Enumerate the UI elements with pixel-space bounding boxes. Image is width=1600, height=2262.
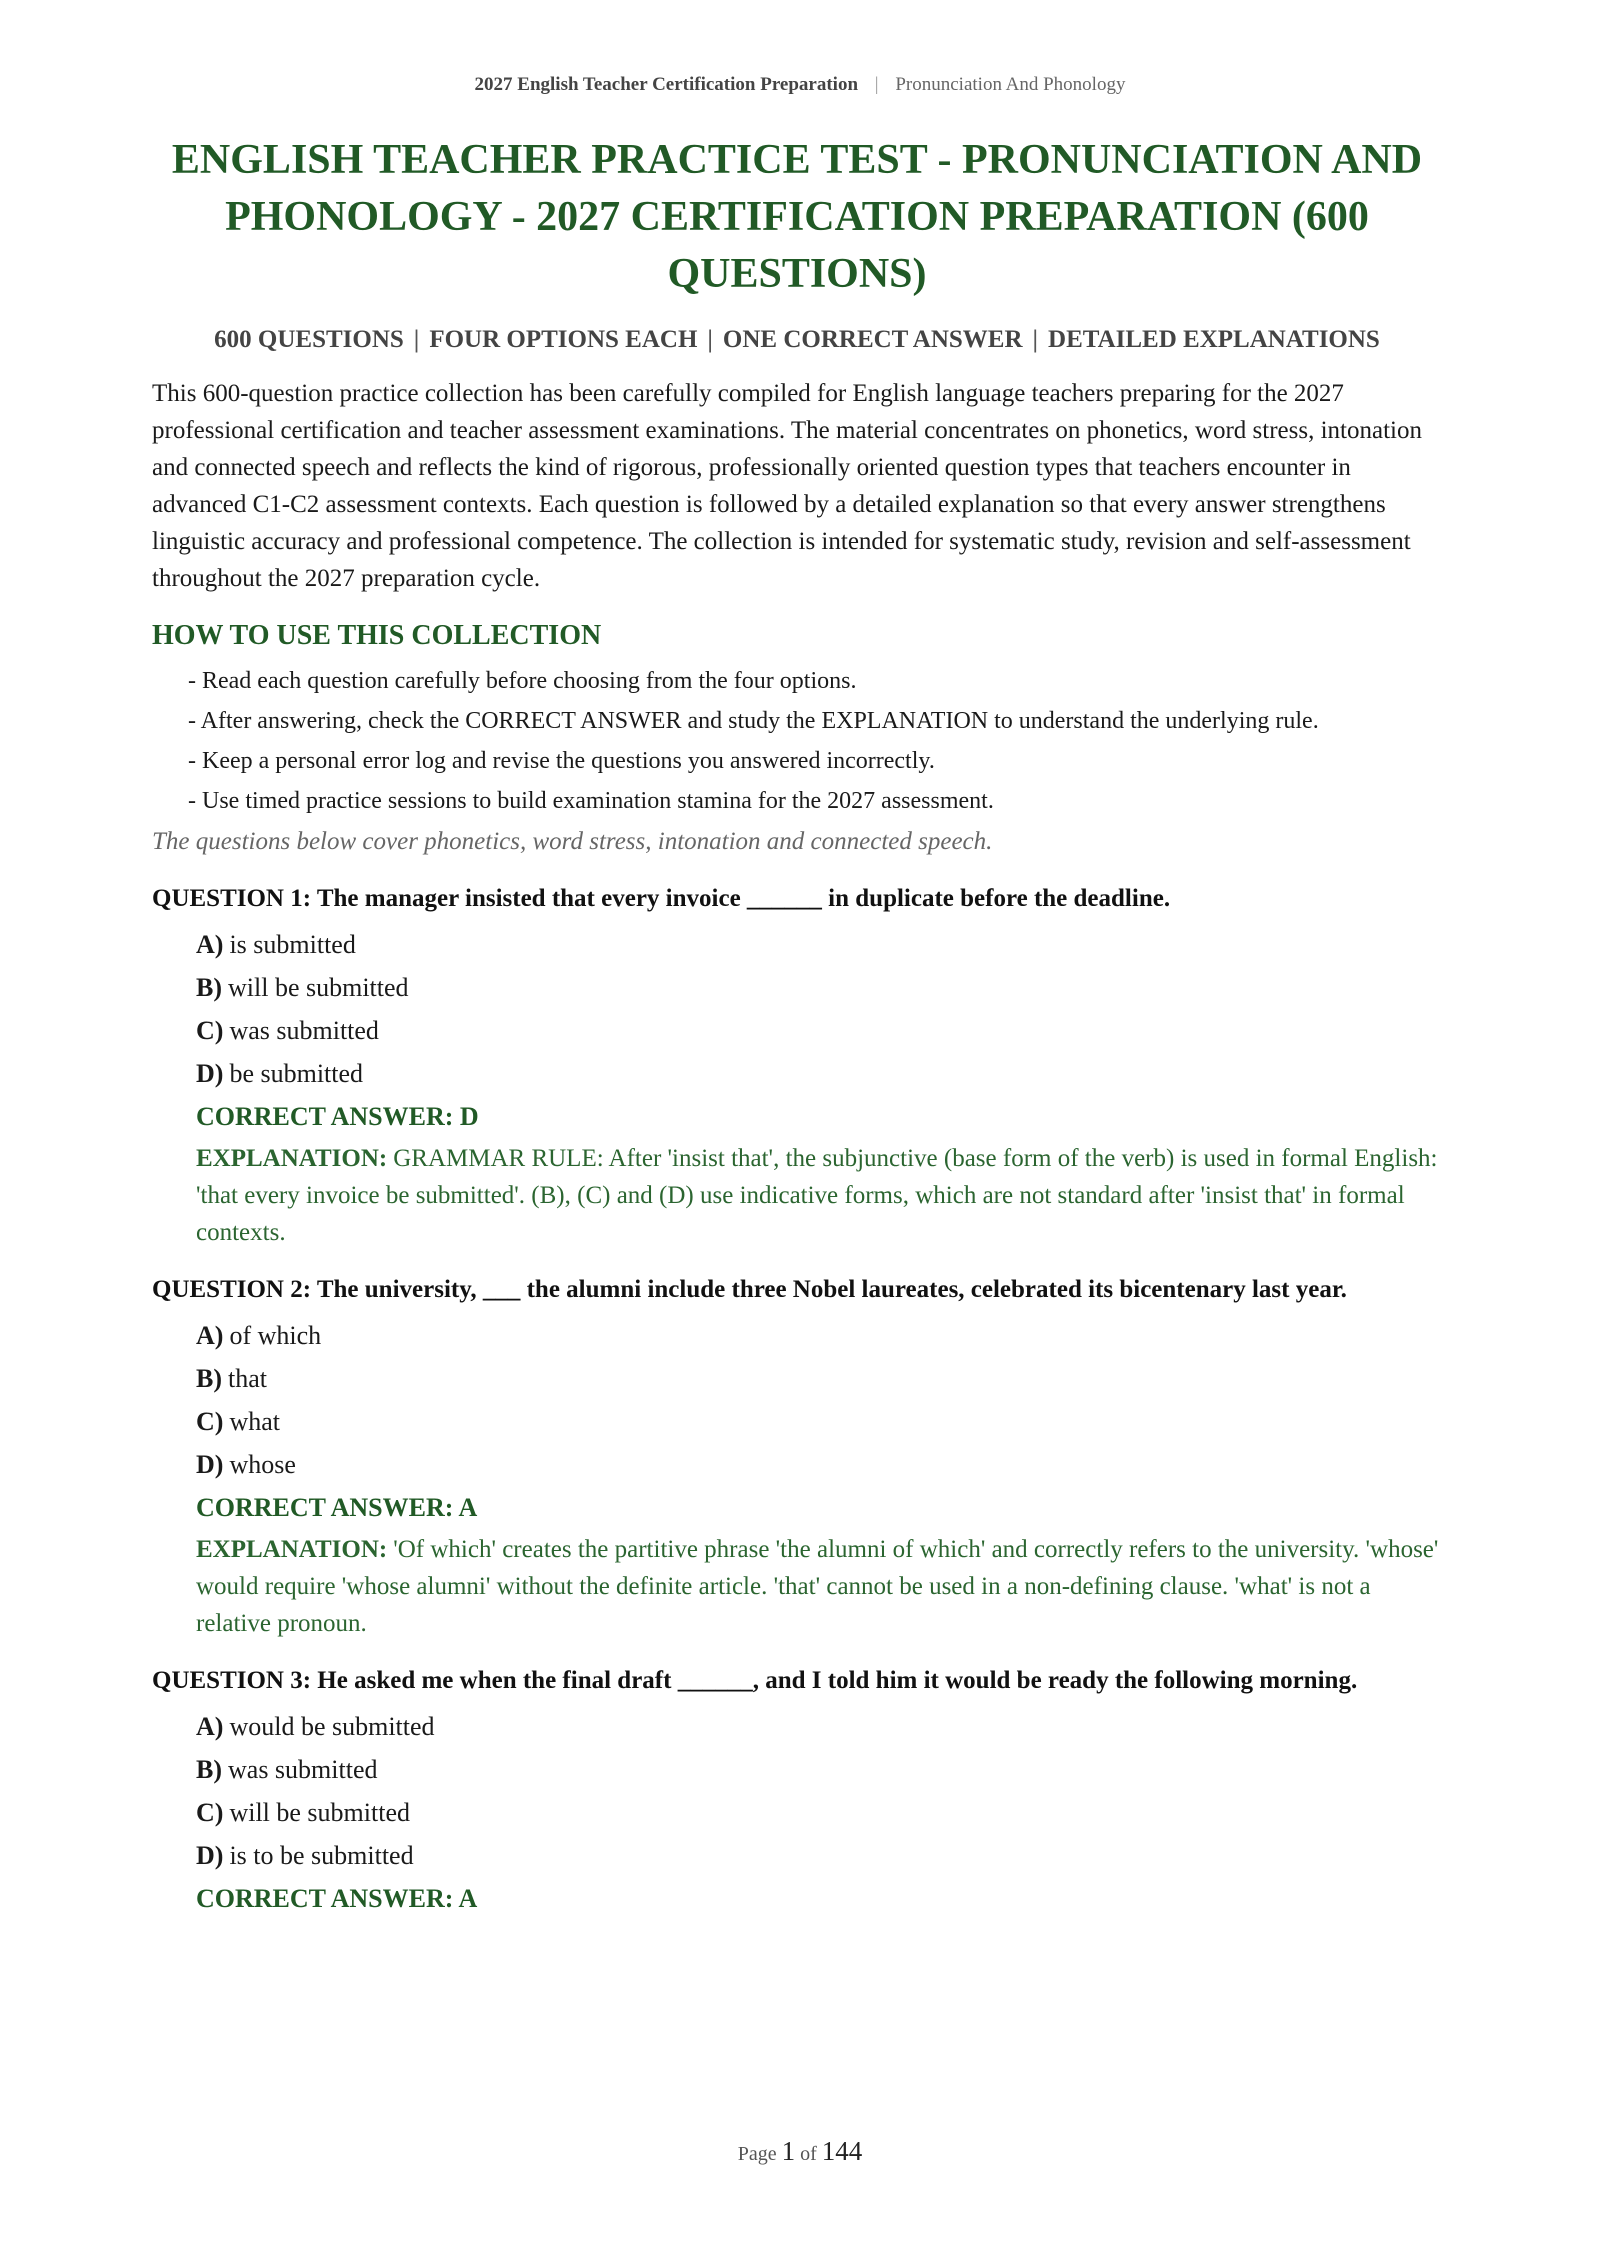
option-text: that — [228, 1364, 267, 1393]
option-text: is submitted — [229, 930, 356, 959]
option-d — [196, 1834, 1442, 1877]
correct-answer: CORRECT ANSWER: D — [196, 1102, 479, 1131]
subtitle-separator: | — [1032, 326, 1039, 353]
option-letter: B) — [196, 973, 222, 1002]
correct-answer: CORRECT ANSWER: A — [196, 1493, 478, 1522]
question-stem: QUESTION 3: He asked me when the final draft ______, and I told him it would be ready the following morning. — [152, 1667, 1358, 1694]
question-1 — [152, 880, 1442, 1251]
option-text: will be submitted — [229, 1798, 410, 1827]
question-stem: QUESTION 2: The university, ___ the alumni include three Nobel laureates, celebrated its bicentenary last year. — [152, 1276, 1347, 1303]
answer-options — [152, 1705, 1442, 1877]
page-content — [152, 132, 1442, 1940]
page-footer — [0, 2136, 1600, 2167]
how-to-use-item: - Keep a personal error log and revise the questions you answered incorrectly. — [188, 748, 935, 774]
option-letter: A) — [196, 1321, 224, 1350]
subtitle-separator: | — [413, 326, 420, 353]
option-letter: A) — [196, 1712, 224, 1741]
option-b — [196, 1357, 1442, 1400]
how-to-use-item: - Use timed practice sessions to build examination stamina for the 2027 assessment. — [188, 788, 994, 814]
option-text: whose — [229, 1450, 296, 1479]
option-d — [196, 1052, 1442, 1095]
option-letter: D) — [196, 1841, 224, 1870]
explanation-label: EXPLANATION: — [196, 1536, 388, 1563]
how-to-use-list — [152, 663, 1442, 820]
option-letter: B) — [196, 1364, 222, 1393]
option-a — [196, 923, 1442, 966]
question-stem: QUESTION 1: The manager insisted that every invoice ______ in duplicate before the deadline. — [152, 885, 1171, 912]
option-text: is to be submitted — [229, 1841, 414, 1870]
explanation-text: GRAMMAR RULE: After 'insist that', the subjunctive (base form of the verb) is used in formal English: 'that every invoice be submitted'. (B), (C) and (D) use indicative forms, which are not standard after 'insist that' in formal contexts. — [196, 1145, 1438, 1246]
option-letter: B) — [196, 1755, 222, 1784]
explanation-text: 'Of which' creates the partitive phrase 'the alumni of which' and correctly refers to the university. 'whose' would require 'whose alumni' without the definite article. 'that' cannot be used in a non-defining clause. 'what' is not a relative pronoun. — [196, 1536, 1439, 1637]
subtitle-part: ONE CORRECT ANSWER — [722, 326, 1023, 353]
option-text: was submitted — [228, 1755, 378, 1784]
explanation-label: EXPLANATION: — [196, 1145, 388, 1172]
option-letter: A) — [196, 930, 224, 959]
option-text: will be submitted — [228, 973, 409, 1002]
option-c — [196, 1791, 1442, 1834]
option-d — [196, 1443, 1442, 1486]
page-number: 1 — [781, 2136, 796, 2166]
option-letter: C) — [196, 1407, 224, 1436]
header-title: 2027 English Teacher Certification Preparation — [474, 74, 859, 95]
how-to-use-item: - After answering, check the CORRECT ANSWER and study the EXPLANATION to understand the underlying rule. — [188, 708, 1319, 734]
subtitle-separator: | — [707, 326, 713, 353]
option-a — [196, 1705, 1442, 1748]
answer-options — [152, 1314, 1442, 1486]
option-c — [196, 1009, 1442, 1052]
header-section: Pronunciation And Phonology — [895, 74, 1126, 95]
option-text: be submitted — [229, 1059, 364, 1088]
explanation — [152, 1140, 1442, 1251]
document-subtitle — [152, 323, 1442, 357]
option-text: what — [229, 1407, 280, 1436]
option-a — [196, 1314, 1442, 1357]
question-2 — [152, 1271, 1442, 1642]
how-to-use-heading: HOW TO USE THIS COLLECTION — [152, 620, 602, 651]
how-to-use-item: - Read each question carefully before choosing from the four options. — [188, 668, 857, 694]
header-separator: | — [874, 74, 879, 95]
page-word: Page — [737, 2143, 777, 2165]
coverage-note: The questions below cover phonetics, word stress, intonation and connected speech. — [152, 828, 993, 855]
of-word: of — [800, 2143, 817, 2165]
answer-options — [152, 923, 1442, 1095]
correct-answer: CORRECT ANSWER: A — [196, 1884, 478, 1913]
question-3 — [152, 1662, 1442, 1920]
total-pages: 144 — [821, 2136, 863, 2166]
option-b — [196, 1748, 1442, 1791]
option-text: of which — [229, 1321, 322, 1350]
option-c — [196, 1400, 1442, 1443]
intro-paragraph: This 600-question practice collection has been carefully compiled for English language teachers preparing for the 2027 professional certification and teacher assessment examinations. The material concentrates on phonetics, word stress, intonation and connected speech and reflects the kind of rigorous, professionally oriented question types that teachers encounter in advanced C1-C2 assessment contexts. Each question is followed by a detailed explanation so that every answer strengthens linguistic accuracy and professional competence. The collection is intended for systematic study, revision and self-assessment throughout the 2027 preparation cycle. — [152, 380, 1422, 592]
subtitle-part: 600 QUESTIONS — [214, 326, 404, 353]
option-text: was submitted — [229, 1016, 379, 1045]
subtitle-part: FOUR OPTIONS EACH — [429, 326, 698, 353]
option-b — [196, 966, 1442, 1009]
option-text: would be submitted — [229, 1712, 435, 1741]
option-letter: C) — [196, 1016, 224, 1045]
option-letter: C) — [196, 1798, 224, 1827]
option-letter: D) — [196, 1450, 224, 1479]
subtitle-part: DETAILED EXPLANATIONS — [1048, 326, 1380, 353]
explanation — [152, 1531, 1442, 1642]
option-letter: D) — [196, 1059, 224, 1088]
running-header — [0, 74, 1600, 96]
document-title: ENGLISH TEACHER PRACTICE TEST - PRONUNCIATION AND PHONOLOGY - 2027 CERTIFICATION PREPARATION (600 QUESTIONS) — [171, 137, 1423, 297]
